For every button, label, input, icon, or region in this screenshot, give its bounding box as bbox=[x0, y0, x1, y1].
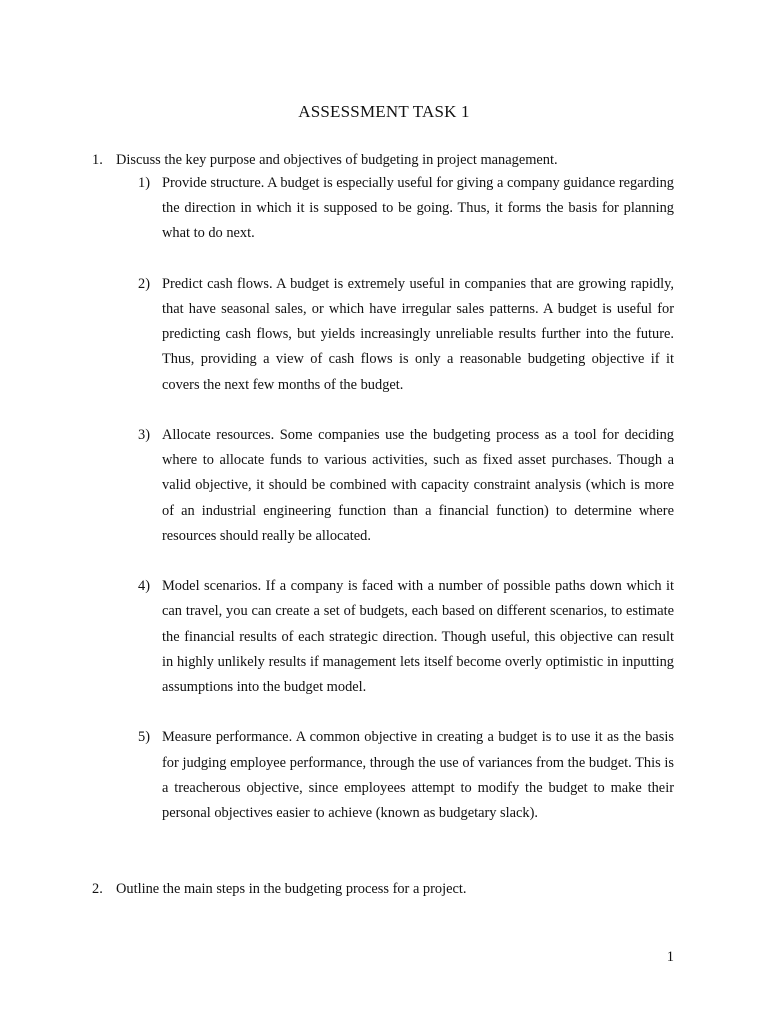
question-1-text: Discuss the key purpose and objectives of budgeting in project management. bbox=[116, 152, 558, 168]
question-2-text: Outline the main steps in the budgeting process for a project. bbox=[116, 881, 467, 897]
item-5 bbox=[138, 725, 674, 826]
item-2 bbox=[138, 272, 674, 398]
item-5-number: 5) bbox=[138, 729, 150, 746]
item-4-number: 4) bbox=[138, 578, 150, 595]
item-5-text: Measure performance. A common objective in creating a budget is to use it as the basis for judging employee performance, through the use of variances from the budget. This is a treacherous objective, since employees attempt to modify the budget to make their personal objectives easier to achieve (known as budgetary slack). bbox=[162, 729, 674, 822]
page-number: 1 bbox=[666, 949, 674, 965]
item-4 bbox=[138, 574, 674, 700]
question-1-number: 1. bbox=[92, 152, 103, 168]
item-3-text: Allocate resources. Some companies use the budgeting process as a tool for deciding where to allocate funds to various activities, such as fixed asset purchases. Though a valid objective, it should be combined with capacity constraint analysis (which is more of an industrial engineering function than a financial function) to determine where resources should really be allocated. bbox=[162, 427, 674, 544]
question-1 bbox=[92, 148, 674, 173]
question-2-number: 2. bbox=[92, 881, 103, 897]
item-3 bbox=[138, 423, 674, 549]
item-3-number: 3) bbox=[138, 427, 150, 443]
item-2-number: 2) bbox=[138, 275, 150, 292]
page-title: ASSESSMENT TASK 1 bbox=[298, 102, 470, 121]
objectives-list bbox=[138, 171, 674, 851]
item-1-text: Provide structure. A budget is especially useful for giving a company guidance regarding the direction in which it is supposed to be going. Thus, it forms the basis for planning what to do next. bbox=[162, 175, 674, 242]
item-1 bbox=[138, 171, 674, 247]
item-2-text: Predict cash flows. A budget is extremely useful in companies that are growing rapidly, that have seasonal sales, or which have irregular sales patterns. A budget is useful for predicting cash flows, but yields increasingly unreliable results further into the future. Thus, providing a view of cash flows is only a reasonable budgeting objective if it covers the next few months of the budget. bbox=[162, 275, 674, 393]
question-2 bbox=[92, 877, 674, 902]
item-4-text: Model scenarios. If a company is faced with a number of possible paths down which it can travel, you can create a set of budgets, each based on different scenarios, to estimate the financial results of each strategic direction. Though useful, this objective can result in highly unlikely results if management lets itself become overly optimistic in inputting assumptions into the budget model. bbox=[162, 578, 674, 696]
item-1-number: 1) bbox=[138, 175, 150, 191]
